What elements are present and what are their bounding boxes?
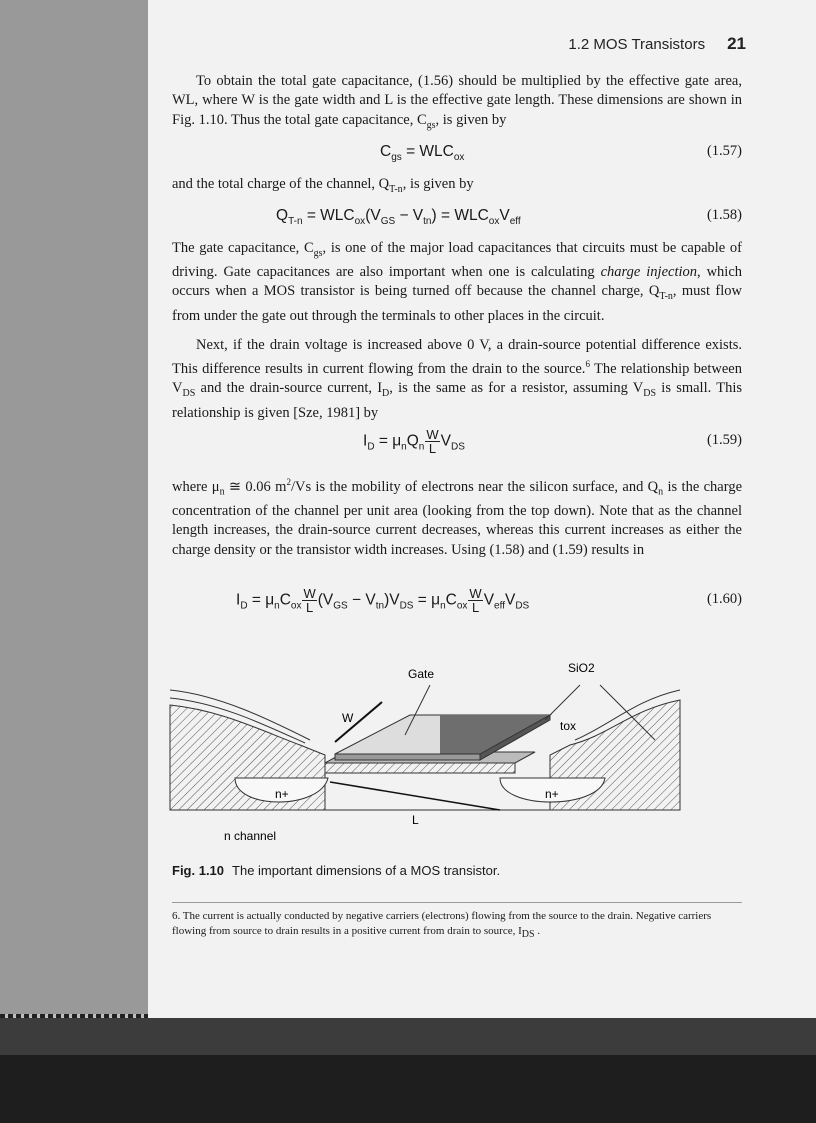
tox-label: tox	[560, 719, 577, 733]
n-channel-label: n channel	[224, 829, 277, 843]
gate-edge	[335, 754, 480, 760]
figure-caption-text: The important dimensions of a MOS transistor.	[232, 863, 501, 878]
footnote-rule	[172, 902, 742, 903]
scan-bottom-dark	[0, 1055, 816, 1123]
paragraph-2: and the total charge of the channel, $Q_{T-n}$, is given by	[172, 176, 474, 195]
equation-number-1-58: (1.58)	[706, 207, 742, 223]
equation-number-1-60: (1.60)	[706, 591, 742, 607]
equation-1-58: $Q_{T-n} = WLC_{ox}(V_{GS} - V_{tn}) = WLC_{ox}V_{eff}$ (1.58)	[276, 207, 742, 228]
sio2-label: SiO2	[568, 661, 595, 675]
l-label: L	[412, 813, 419, 827]
channel-region	[325, 763, 515, 773]
scan-left-margin	[0, 0, 148, 1123]
w-label: W	[342, 711, 354, 725]
paragraph-1: To obtain the total gate capacitance, (1.56) should be multiplied by the effective gate area, WL, where W is the gate width and L is the effective gate length. These dimensions are shown in Fig. 1.10. Thus the total gate capacitance, $C_{gs}$, is given by	[172, 73, 742, 131]
equation-1-59: $I_D = \mu_nQ_n$ $\frac{W}{L}$ $V_{DS}$ (1.59)	[363, 427, 742, 456]
paragraph-4: Next, if the drain voltage is increased above 0 V, a drain-source potential difference exists. This difference results in current flowing from the drain to the source.$^6$ The relationship between $V_{DS}$ and the drain-source current, $I_D$, is the same as for a resistor, assuming $V_{DS}$ is small. This relationship is given [Sze, 1981] by	[172, 337, 742, 421]
paragraph-5: where $\mu_n$ ≅ 0.06 $m^2/Vs$ is the mobility of electrons near the silicon surface, and $Q_n$ is the charge concentration of the channel per unit area (looking from the top down). Note that as the channel length increases, the drain-source current decreases, whereas this current increases as either the charge density or the transistor width increases. Using (1.58) and (1.59) results in	[172, 477, 742, 558]
equation-1-57: $C_{gs} = WLC_{ox}$ (1.57)	[380, 143, 742, 164]
nplus-left-label: n+	[275, 787, 289, 801]
l-arrow	[330, 782, 500, 810]
footnote: 6. The current is actually conducted by negative carriers (electrons) flowing from the source to the drain. Negative carriers flowing from source to drain results in a positive current from drain to source, $I_{DS}$ .	[172, 910, 712, 941]
nplus-right-label: n+	[545, 787, 559, 801]
equation-number-1-57: (1.57)	[706, 143, 742, 159]
gate-label: Gate	[408, 667, 435, 681]
header-section: 1.2 MOS Transistors	[568, 36, 706, 53]
sio2-arrow-1	[545, 685, 580, 720]
running-header	[568, 34, 746, 54]
figure-label: Fig. 1.10	[172, 863, 225, 878]
page-number: 21	[727, 34, 746, 53]
paragraph-3: The gate capacitance, $C_{gs}$, is one of the major load capacitances that circuits must be capable of driving. Gate capacitances are also important when one is calculating charge injection, which occurs when a MOS transistor is being turned off because the channel charge, $Q_{T-n}$, must flow from under the gate out through the terminals to other places in the circuit.	[172, 240, 743, 324]
mos-transistor-figure	[150, 660, 700, 860]
equation-1-60: $I_D = \mu_nC_{ox}$ $\frac{W}{L}$ $(V_{GS} - V_{tn})V_{DS} = \mu_nC_{ox}$ $\frac{W}{L}$ $V_{eff}V_{DS}$ (1.60)	[236, 586, 742, 615]
figure-caption	[172, 863, 500, 878]
book-page	[148, 0, 816, 1018]
equation-number-1-59: (1.59)	[706, 432, 742, 448]
